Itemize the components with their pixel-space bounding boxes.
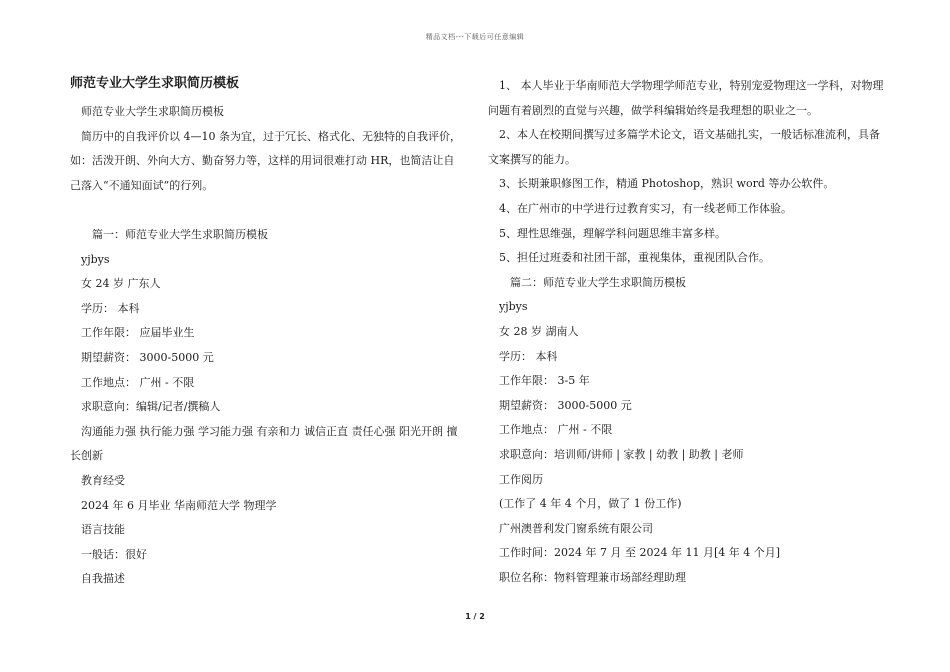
self-item-4: 4、在广州市的中学进行过教育实习，有一线老师工作体验。 bbox=[499, 201, 792, 215]
self-item-3: 3、长期兼职修图工作，精通 Photoshop，熟识 word 等办公软件。 bbox=[499, 177, 835, 191]
candidate-intention: 求职意向：编辑/记者/撰稿人 bbox=[81, 400, 221, 414]
self-description-heading: 自我描述 bbox=[81, 572, 125, 586]
candidate-location: 工作地点： 广州 - 不限 bbox=[81, 375, 195, 389]
self-item-1: 1、 本人毕业于华南师范大学物理学师范专业，特别宠爱物理这一学科，对物理问题有着剧烈的直觉与兴趣，做学科编辑始终是我理想的职业之一。 bbox=[488, 79, 884, 117]
work-heading: 工作阅历 bbox=[499, 472, 543, 486]
candidate-name: yjbys bbox=[81, 252, 110, 266]
candidate2-salary: 期望薪资： 3000-5000 元 bbox=[499, 398, 632, 412]
education-item: 2024 年 6 月毕业 华南师范大学 物理学 bbox=[81, 498, 277, 512]
candidate-skills: 沟通能力强 执行能力强 学习能力强 有亲和力 诚信正直 责任心强 阳光开朗 擅长创新 bbox=[70, 424, 458, 463]
self-item-6: 5、担任过班委和社团干部，重视集体，重视团队合作。 bbox=[499, 251, 770, 265]
position-name: 职位名称：物料管理兼市场部经理助理 bbox=[499, 570, 686, 584]
page-number: 1 / 2 bbox=[465, 612, 485, 621]
language-item: 一般话：很好 bbox=[81, 547, 147, 561]
left-column bbox=[70, 74, 462, 592]
language-heading: 语言技能 bbox=[81, 523, 125, 537]
education-heading: 教育经受 bbox=[81, 473, 125, 487]
candidate-education: 学历： 本科 bbox=[81, 301, 140, 315]
work-summary: (工作了 4 年 4 个月，做了 1 份工作) bbox=[499, 497, 682, 511]
candidate-salary: 期望薪资： 3000-5000 元 bbox=[81, 350, 214, 364]
right-column bbox=[488, 74, 884, 590]
subtitle: 师范专业大学生求职简历模板 bbox=[81, 105, 224, 118]
document-title: 师范专业大学生求职简历模板 bbox=[70, 76, 240, 91]
section-heading-1: 篇一：师范专业大学生求职简历模板 bbox=[92, 227, 268, 241]
work-time: 工作时间：2024 年 7 月 至 2024 年 11 月[4 年 4 个月] bbox=[499, 546, 781, 560]
company-name: 广州澳普利发门窗系统有限公司 bbox=[499, 521, 653, 535]
self-item-5: 5、理性思维强，理解学科问题思维丰富多样。 bbox=[499, 226, 726, 240]
section-heading-2: 篇二：师范专业大学生求职简历模板 bbox=[510, 275, 686, 289]
header-note: 精品文档---下载后可任意编辑 bbox=[425, 33, 525, 41]
intro-paragraph: 简历中的自我评价以 4—10 条为宜，过于冗长、格式化、无独特的自我评价，如：活泼开朗、外向大方、勤奋努力等，这样的用词很难打动 HR，也简洁让自己落入“不通知面试”的行列。 bbox=[70, 129, 461, 192]
candidate2-location: 工作地点： 广州 - 不限 bbox=[499, 423, 613, 437]
candidate2-basic: 女 28 岁 湖南人 bbox=[499, 324, 579, 338]
blank-line bbox=[70, 198, 462, 223]
self-item-2: 2、本人在校期间撰写过多篇学术论文，语文基础扎实，一般话标准流利，具备文案撰写的能力。 bbox=[488, 128, 880, 166]
candidate2-intention: 求职意向：培训师/讲师 | 家教 | 幼教 | 助教 | 老师 bbox=[499, 447, 744, 461]
candidate-years: 工作年限： 应届毕业生 bbox=[81, 326, 195, 340]
candidate-basic: 女 24 岁 广东人 bbox=[81, 277, 161, 291]
candidate2-name: yjbys bbox=[499, 300, 528, 314]
candidate2-years: 工作年限： 3-5 年 bbox=[499, 374, 590, 388]
candidate2-education: 学历： 本科 bbox=[499, 349, 558, 363]
